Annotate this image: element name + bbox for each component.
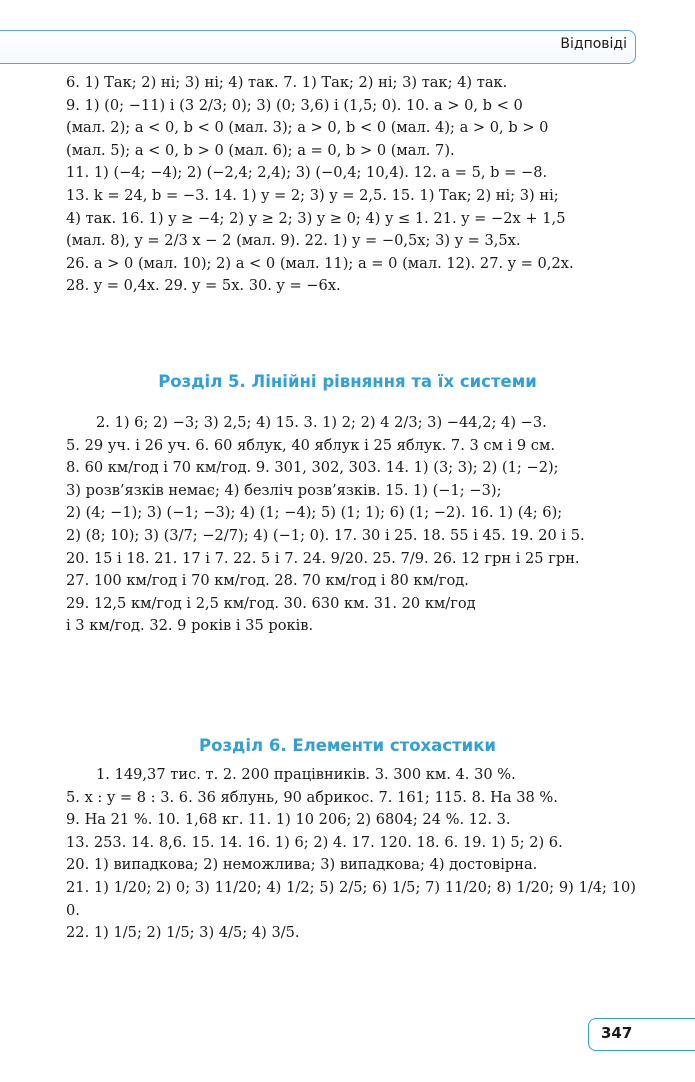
answer-line: і 3 км/год. 32. 9 років і 35 років. xyxy=(66,617,314,635)
answer-line: 9. 1) (0; −11) і (3 2/3; 0); 3) (0; 3,6) і (1,5; 0). 10. a > 0, b < 0 xyxy=(66,96,523,114)
answer-line: 6. 1) Так; 2) ні; 3) ні; 4) так. 7. 1) Так; 2) ні; 3) так; 4) так. xyxy=(66,74,508,91)
answer-line: 2. 1) 6; 2) −3; 3) 2,5; 4) 15. 3. 1) 2; 2) 4 2/3; 3) −44,2; 4) −3. xyxy=(96,414,547,431)
answer-line: 5. 29 уч. і 26 уч. 6. 60 яблук, 40 яблук і 25 яблук. 7. 3 см і 9 см. xyxy=(66,436,555,454)
answer-line: 11. 1) (−4; −4); 2) (−2,4; 2,4); 3) (−0,4; 10,4). 12. a = 5, b = −8. xyxy=(66,164,548,182)
header-bar xyxy=(0,30,636,64)
answer-line: 9. На 21 %. 10. 1,68 кг. 11. 1) 10 206; 2) 6804; 24 %. 12. 3. xyxy=(66,811,511,829)
answer-line: 1. 149,37 тис. т. 2. 200 працівників. 3. 300 км. 4. 30 %. xyxy=(96,766,516,783)
answer-line: 20. 15 і 18. 21. 17 і 7. 22. 5 і 7. 24. 9/20. 25. 7/9. 26. 12 грн і 25 грн. xyxy=(66,549,580,567)
answer-line: 13. 253. 14. 8,6. 15. 14. 16. 1) 6; 2) 4. 17. 120. 18. 6. 19. 1) 5; 2) 6. xyxy=(66,833,563,851)
answer-line: 2) (4; −1); 3) (−1; −3); 4) (1; −4); 5) (1; 1); 6) (1; −2). 16. 1) (4; 6); xyxy=(66,504,563,522)
answer-line: 4) так. 16. 1) y ≥ −4; 2) y ≥ 2; 3) y ≥ 0; 4) y ≤ 1. 21. y = −2x + 1,5 xyxy=(66,209,566,227)
section-6-title: Розділ 6. Елементи стохастики xyxy=(199,736,496,755)
answer-line: 27. 100 км/год і 70 км/год. 28. 70 км/год і 80 км/год. xyxy=(66,572,469,590)
answer-line: 5. x : y = 8 : 3. 6. 36 яблунь, 90 абрикос. 7. 161; 115. 8. На 38 %. xyxy=(66,788,558,806)
answer-line: (мал. 8), y = 2/3 x − 2 (мал. 9). 22. 1) y = −0,5x; 3) y = 3,5x. xyxy=(66,232,521,250)
answer-line: 29. 12,5 км/год і 2,5 км/год. 30. 630 км. 31. 20 км/год xyxy=(66,594,476,612)
answer-line: 20. 1) випадкова; 2) неможлива; 3) випадкова; 4) достовірна. xyxy=(66,856,538,874)
answer-line: 21. 1) 1/20; 2) 0; 3) 11/20; 4) 1/2; 5) 2/5; 6) 1/5; 7) 11/20; 8) 1/20; 9) 1/4; 10) 0. xyxy=(66,878,636,919)
answer-line: 22. 1) 1/5; 2) 1/5; 3) 4/5; 4) 3/5. xyxy=(66,924,300,942)
answer-line: (мал. 2); a < 0, b < 0 (мал. 3); a > 0, b < 0 (мал. 4); a > 0, b > 0 xyxy=(66,119,549,137)
section-5-title: Розділ 5. Лінійні рівняння та їх системи xyxy=(158,372,537,391)
answer-line: 3) розв’язків немає; 4) безліч розв’язків. 15. 1) (−1; −3); xyxy=(66,481,502,499)
answer-line: 2) (8; 10); 3) (3/7; −2/7); 4) (−1; 0). 17. 30 і 25. 18. 55 і 45. 19. 20 і 5. xyxy=(66,526,585,544)
answer-line: (мал. 5); a < 0, b > 0 (мал. 6); a = 0, b > 0 (мал. 7). xyxy=(66,141,455,159)
answer-line: 8. 60 км/год і 70 км/год. 9. 301, 302, 303. 14. 1) (3; 3); 2) (1; −2); xyxy=(66,459,559,477)
page-number: 347 xyxy=(601,1024,633,1042)
answer-line: 28. y = 0,4x. 29. y = 5x. 30. y = −6x. xyxy=(66,277,341,295)
answers-block-section4 xyxy=(66,72,636,298)
answer-line: 26. a > 0 (мал. 10); 2) a < 0 (мал. 11); a = 0 (мал. 12). 27. y = 0,2x. xyxy=(66,254,574,272)
answers-block-section6 xyxy=(66,764,636,945)
answer-line: 13. k = 24, b = −3. 14. 1) y = 2; 3) y = 2,5. 15. 1) Так; 2) ні; 3) ні; xyxy=(66,186,559,204)
running-header: Відповіді xyxy=(560,36,627,52)
answers-block-section5 xyxy=(66,412,636,638)
